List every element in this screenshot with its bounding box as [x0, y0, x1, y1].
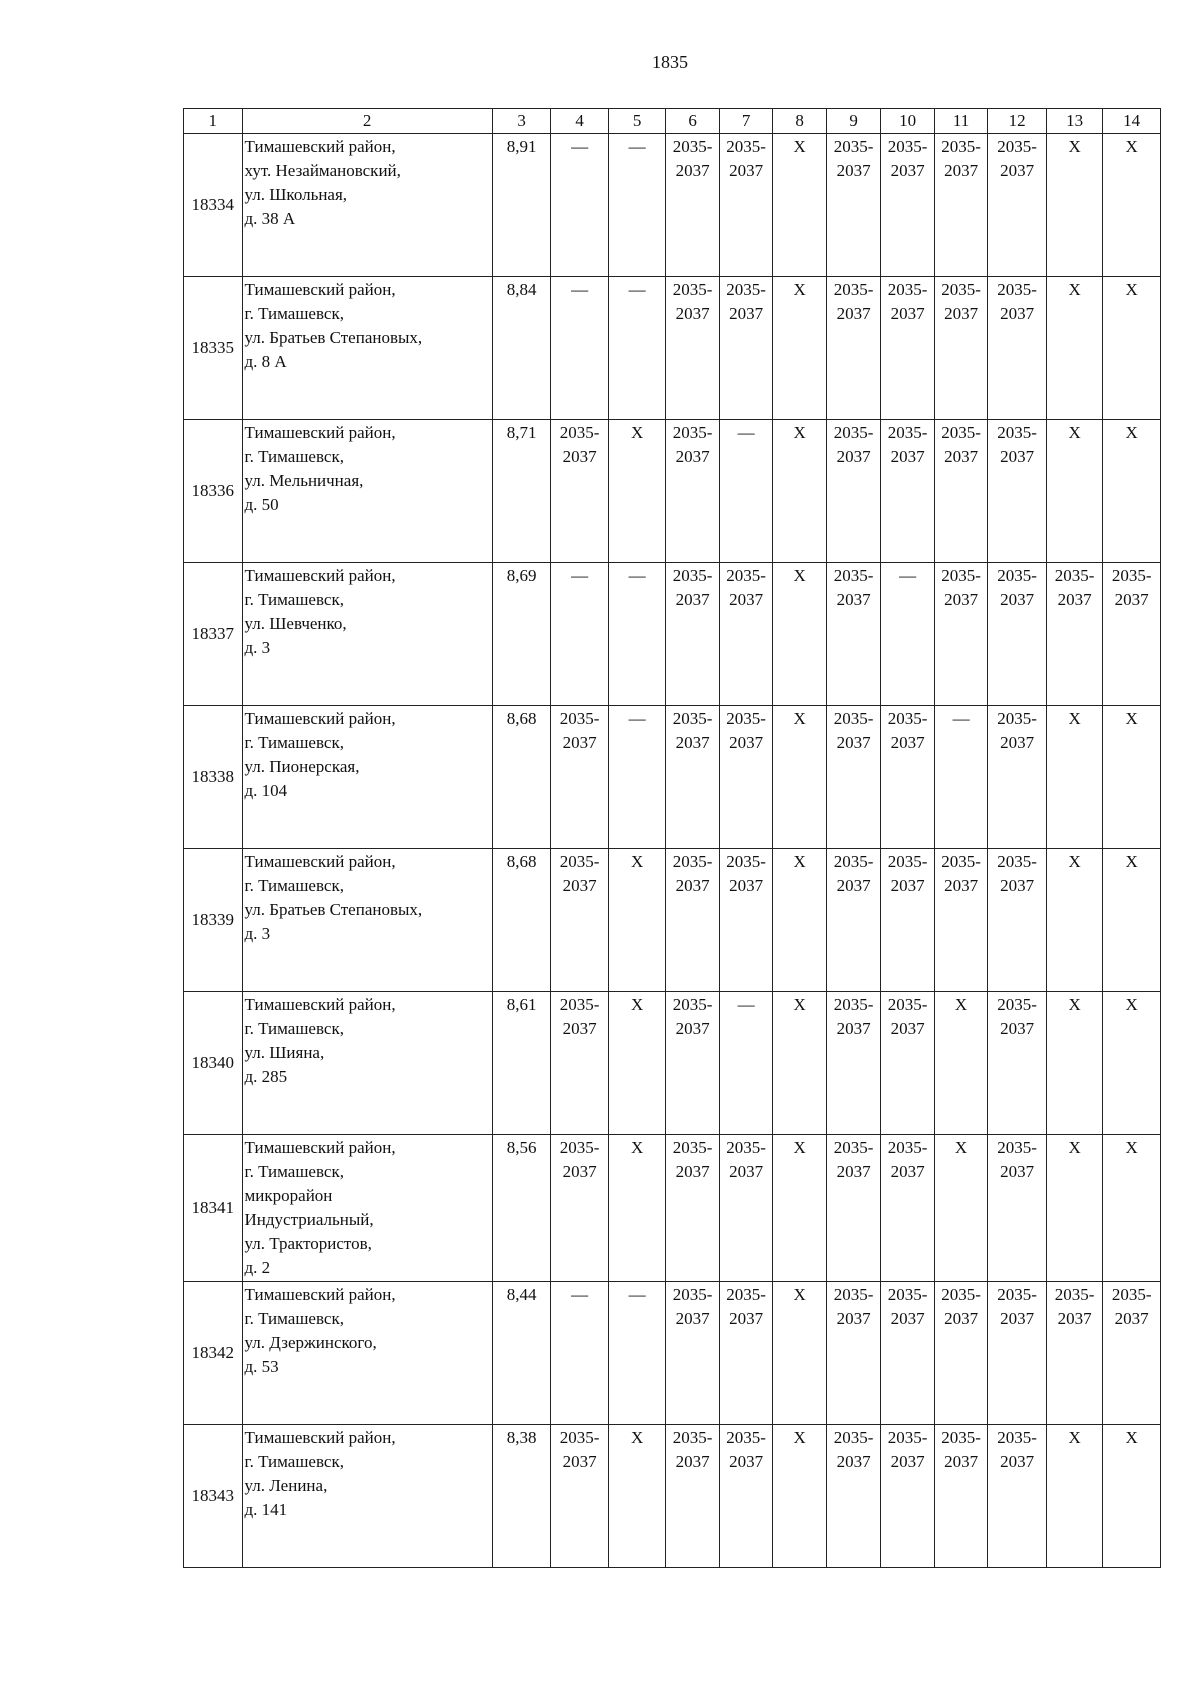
period-cell-col-5: —: [608, 277, 666, 420]
period-cell-col-9: 2035- 2037: [826, 134, 881, 277]
table-row: [184, 134, 1161, 277]
period-cell-col-10: —: [881, 563, 934, 706]
period-cell-col-10: 2035- 2037: [881, 1425, 934, 1568]
period-cell-col-4: —: [551, 563, 609, 706]
period-cell-col-11: 2035- 2037: [934, 563, 987, 706]
column-number-1: 1: [184, 109, 243, 134]
period-cell-col-14: X: [1103, 992, 1161, 1135]
period-cell-col-7: 2035- 2037: [719, 134, 772, 277]
column-number-14: 14: [1103, 109, 1161, 134]
row-number: 18338: [184, 706, 243, 849]
period-cell-col-9: 2035- 2037: [826, 1282, 881, 1425]
area-cell: 8,68: [492, 849, 551, 992]
period-cell-col-12: 2035- 2037: [988, 420, 1047, 563]
period-cell-col-6: 2035- 2037: [666, 992, 719, 1135]
period-cell-col-4: —: [551, 134, 609, 277]
row-number: 18335: [184, 277, 243, 420]
period-cell-col-13: X: [1046, 849, 1103, 992]
period-cell-col-13: X: [1046, 992, 1103, 1135]
area-cell: 8,71: [492, 420, 551, 563]
period-cell-col-12: 2035- 2037: [988, 563, 1047, 706]
period-cell-col-11: —: [934, 706, 987, 849]
period-cell-col-7: 2035- 2037: [719, 277, 772, 420]
period-cell-col-4: 2035- 2037: [551, 1135, 609, 1282]
period-cell-col-11: X: [934, 992, 987, 1135]
column-number-3: 3: [492, 109, 551, 134]
period-cell-col-6: 2035- 2037: [666, 420, 719, 563]
period-cell-col-6: 2035- 2037: [666, 563, 719, 706]
table-row: [184, 277, 1161, 420]
period-cell-col-13: X: [1046, 1135, 1103, 1282]
period-cell-col-6: 2035- 2037: [666, 1135, 719, 1282]
period-cell-col-12: 2035- 2037: [988, 1425, 1047, 1568]
period-cell-col-12: 2035- 2037: [988, 1135, 1047, 1282]
table-row: [184, 420, 1161, 563]
period-cell-col-13: X: [1046, 1425, 1103, 1568]
address-cell: Тимашевский район, г. Тимашевск, микрорайон Индустриальный, ул. Трактористов, д. 2: [242, 1135, 492, 1282]
period-cell-col-5: X: [608, 1425, 666, 1568]
period-cell-col-6: 2035- 2037: [666, 134, 719, 277]
period-cell-col-14: 2035- 2037: [1103, 1282, 1161, 1425]
table-row: [184, 706, 1161, 849]
period-cell-col-9: 2035- 2037: [826, 992, 881, 1135]
period-cell-col-11: 2035- 2037: [934, 1282, 987, 1425]
row-number: 18337: [184, 563, 243, 706]
period-cell-col-5: X: [608, 420, 666, 563]
period-cell-col-9: 2035- 2037: [826, 849, 881, 992]
period-cell-col-4: —: [551, 1282, 609, 1425]
period-cell-col-13: 2035- 2037: [1046, 1282, 1103, 1425]
period-cell-col-11: 2035- 2037: [934, 420, 987, 563]
area-cell: 8,68: [492, 706, 551, 849]
table-row: [184, 563, 1161, 706]
address-cell: Тимашевский район, г. Тимашевск, ул. Ленина, д. 141: [242, 1425, 492, 1568]
period-cell-col-13: 2035- 2037: [1046, 563, 1103, 706]
period-cell-col-4: —: [551, 277, 609, 420]
period-cell-col-10: 2035- 2037: [881, 277, 934, 420]
period-cell-col-8: X: [773, 420, 826, 563]
page-number: 1835: [652, 52, 688, 72]
table-body: [184, 109, 1161, 1568]
address-cell: Тимашевский район, г. Тимашевск, ул. Дзержинского, д. 53: [242, 1282, 492, 1425]
row-number: 18340: [184, 992, 243, 1135]
column-number-4: 4: [551, 109, 609, 134]
period-cell-col-7: —: [719, 992, 772, 1135]
period-cell-col-5: X: [608, 992, 666, 1135]
row-number: 18341: [184, 1135, 243, 1282]
period-cell-col-12: 2035- 2037: [988, 277, 1047, 420]
period-cell-col-6: 2035- 2037: [666, 277, 719, 420]
period-cell-col-12: 2035- 2037: [988, 849, 1047, 992]
table-row: [184, 1135, 1161, 1282]
period-cell-col-6: 2035- 2037: [666, 1282, 719, 1425]
period-cell-col-11: X: [934, 1135, 987, 1282]
period-cell-col-8: X: [773, 1282, 826, 1425]
column-number-10: 10: [881, 109, 934, 134]
period-cell-col-8: X: [773, 1425, 826, 1568]
period-cell-col-10: 2035- 2037: [881, 420, 934, 563]
period-cell-col-11: 2035- 2037: [934, 277, 987, 420]
period-cell-col-9: 2035- 2037: [826, 420, 881, 563]
row-number: 18336: [184, 420, 243, 563]
period-cell-col-9: 2035- 2037: [826, 1425, 881, 1568]
period-cell-col-12: 2035- 2037: [988, 134, 1047, 277]
period-cell-col-10: 2035- 2037: [881, 1282, 934, 1425]
period-cell-col-8: X: [773, 134, 826, 277]
period-cell-col-5: —: [608, 1282, 666, 1425]
period-cell-col-11: 2035- 2037: [934, 849, 987, 992]
period-cell-col-5: X: [608, 849, 666, 992]
period-cell-col-4: 2035- 2037: [551, 420, 609, 563]
period-cell-col-7: 2035- 2037: [719, 849, 772, 992]
period-cell-col-13: X: [1046, 134, 1103, 277]
period-cell-col-8: X: [773, 563, 826, 706]
column-number-12: 12: [988, 109, 1047, 134]
period-cell-col-13: X: [1046, 420, 1103, 563]
period-cell-col-14: X: [1103, 134, 1161, 277]
address-cell: Тимашевский район, г. Тимашевск, ул. Шевченко, д. 3: [242, 563, 492, 706]
period-cell-col-7: 2035- 2037: [719, 563, 772, 706]
area-cell: 8,69: [492, 563, 551, 706]
period-cell-col-14: X: [1103, 849, 1161, 992]
period-cell-col-5: —: [608, 563, 666, 706]
address-cell: Тимашевский район, г. Тимашевск, ул. Пионерская, д. 104: [242, 706, 492, 849]
area-cell: 8,56: [492, 1135, 551, 1282]
period-cell-col-8: X: [773, 1135, 826, 1282]
period-cell-col-11: 2035- 2037: [934, 134, 987, 277]
period-cell-col-12: 2035- 2037: [988, 706, 1047, 849]
column-number-row: [184, 109, 1161, 134]
table-row: [184, 849, 1161, 992]
period-cell-col-8: X: [773, 706, 826, 849]
period-cell-col-10: 2035- 2037: [881, 706, 934, 849]
area-cell: 8,84: [492, 277, 551, 420]
period-cell-col-14: X: [1103, 277, 1161, 420]
area-cell: 8,38: [492, 1425, 551, 1568]
period-cell-col-7: 2035- 2037: [719, 1425, 772, 1568]
period-cell-col-4: 2035- 2037: [551, 706, 609, 849]
period-cell-col-13: X: [1046, 277, 1103, 420]
period-cell-col-7: 2035- 2037: [719, 1282, 772, 1425]
period-cell-col-14: X: [1103, 420, 1161, 563]
register-table: [183, 108, 1161, 1568]
column-number-6: 6: [666, 109, 719, 134]
column-number-8: 8: [773, 109, 826, 134]
address-cell: Тимашевский район, г. Тимашевск, ул. Братьев Степановых, д. 3: [242, 849, 492, 992]
period-cell-col-10: 2035- 2037: [881, 992, 934, 1135]
address-cell: Тимашевский район, г. Тимашевск, ул. Братьев Степановых, д. 8 А: [242, 277, 492, 420]
period-cell-col-6: 2035- 2037: [666, 849, 719, 992]
period-cell-col-4: 2035- 2037: [551, 992, 609, 1135]
period-cell-col-6: 2035- 2037: [666, 1425, 719, 1568]
period-cell-col-5: X: [608, 1135, 666, 1282]
area-cell: 8,91: [492, 134, 551, 277]
address-cell: Тимашевский район, г. Тимашевск, ул. Мельничная, д. 50: [242, 420, 492, 563]
row-number: 18339: [184, 849, 243, 992]
column-number-5: 5: [608, 109, 666, 134]
area-cell: 8,44: [492, 1282, 551, 1425]
period-cell-col-9: 2035- 2037: [826, 1135, 881, 1282]
row-number: 18342: [184, 1282, 243, 1425]
period-cell-col-7: —: [719, 420, 772, 563]
period-cell-col-8: X: [773, 849, 826, 992]
column-number-9: 9: [826, 109, 881, 134]
period-cell-col-9: 2035- 2037: [826, 563, 881, 706]
period-cell-col-12: 2035- 2037: [988, 1282, 1047, 1425]
period-cell-col-14: X: [1103, 1425, 1161, 1568]
period-cell-col-4: 2035- 2037: [551, 849, 609, 992]
address-cell: Тимашевский район, г. Тимашевск, ул. Шияна, д. 285: [242, 992, 492, 1135]
row-number: 18334: [184, 134, 243, 277]
table-row: [184, 1282, 1161, 1425]
period-cell-col-9: 2035- 2037: [826, 277, 881, 420]
period-cell-col-8: X: [773, 992, 826, 1135]
period-cell-col-4: 2035- 2037: [551, 1425, 609, 1568]
address-cell: Тимашевский район, хут. Незаймановский, ул. Школьная, д. 38 А: [242, 134, 492, 277]
column-number-11: 11: [934, 109, 987, 134]
period-cell-col-9: 2035- 2037: [826, 706, 881, 849]
period-cell-col-5: —: [608, 134, 666, 277]
period-cell-col-12: 2035- 2037: [988, 992, 1047, 1135]
period-cell-col-11: 2035- 2037: [934, 1425, 987, 1568]
period-cell-col-14: X: [1103, 706, 1161, 849]
period-cell-col-7: 2035- 2037: [719, 1135, 772, 1282]
area-cell: 8,61: [492, 992, 551, 1135]
column-number-7: 7: [719, 109, 772, 134]
row-number: 18343: [184, 1425, 243, 1568]
period-cell-col-10: 2035- 2037: [881, 1135, 934, 1282]
period-cell-col-10: 2035- 2037: [881, 134, 934, 277]
period-cell-col-8: X: [773, 277, 826, 420]
period-cell-col-10: 2035- 2037: [881, 849, 934, 992]
period-cell-col-14: X: [1103, 1135, 1161, 1282]
table-row: [184, 1425, 1161, 1568]
period-cell-col-13: X: [1046, 706, 1103, 849]
period-cell-col-6: 2035- 2037: [666, 706, 719, 849]
column-number-13: 13: [1046, 109, 1103, 134]
period-cell-col-7: 2035- 2037: [719, 706, 772, 849]
table-row: [184, 992, 1161, 1135]
period-cell-col-14: 2035- 2037: [1103, 563, 1161, 706]
column-number-2: 2: [242, 109, 492, 134]
period-cell-col-5: —: [608, 706, 666, 849]
